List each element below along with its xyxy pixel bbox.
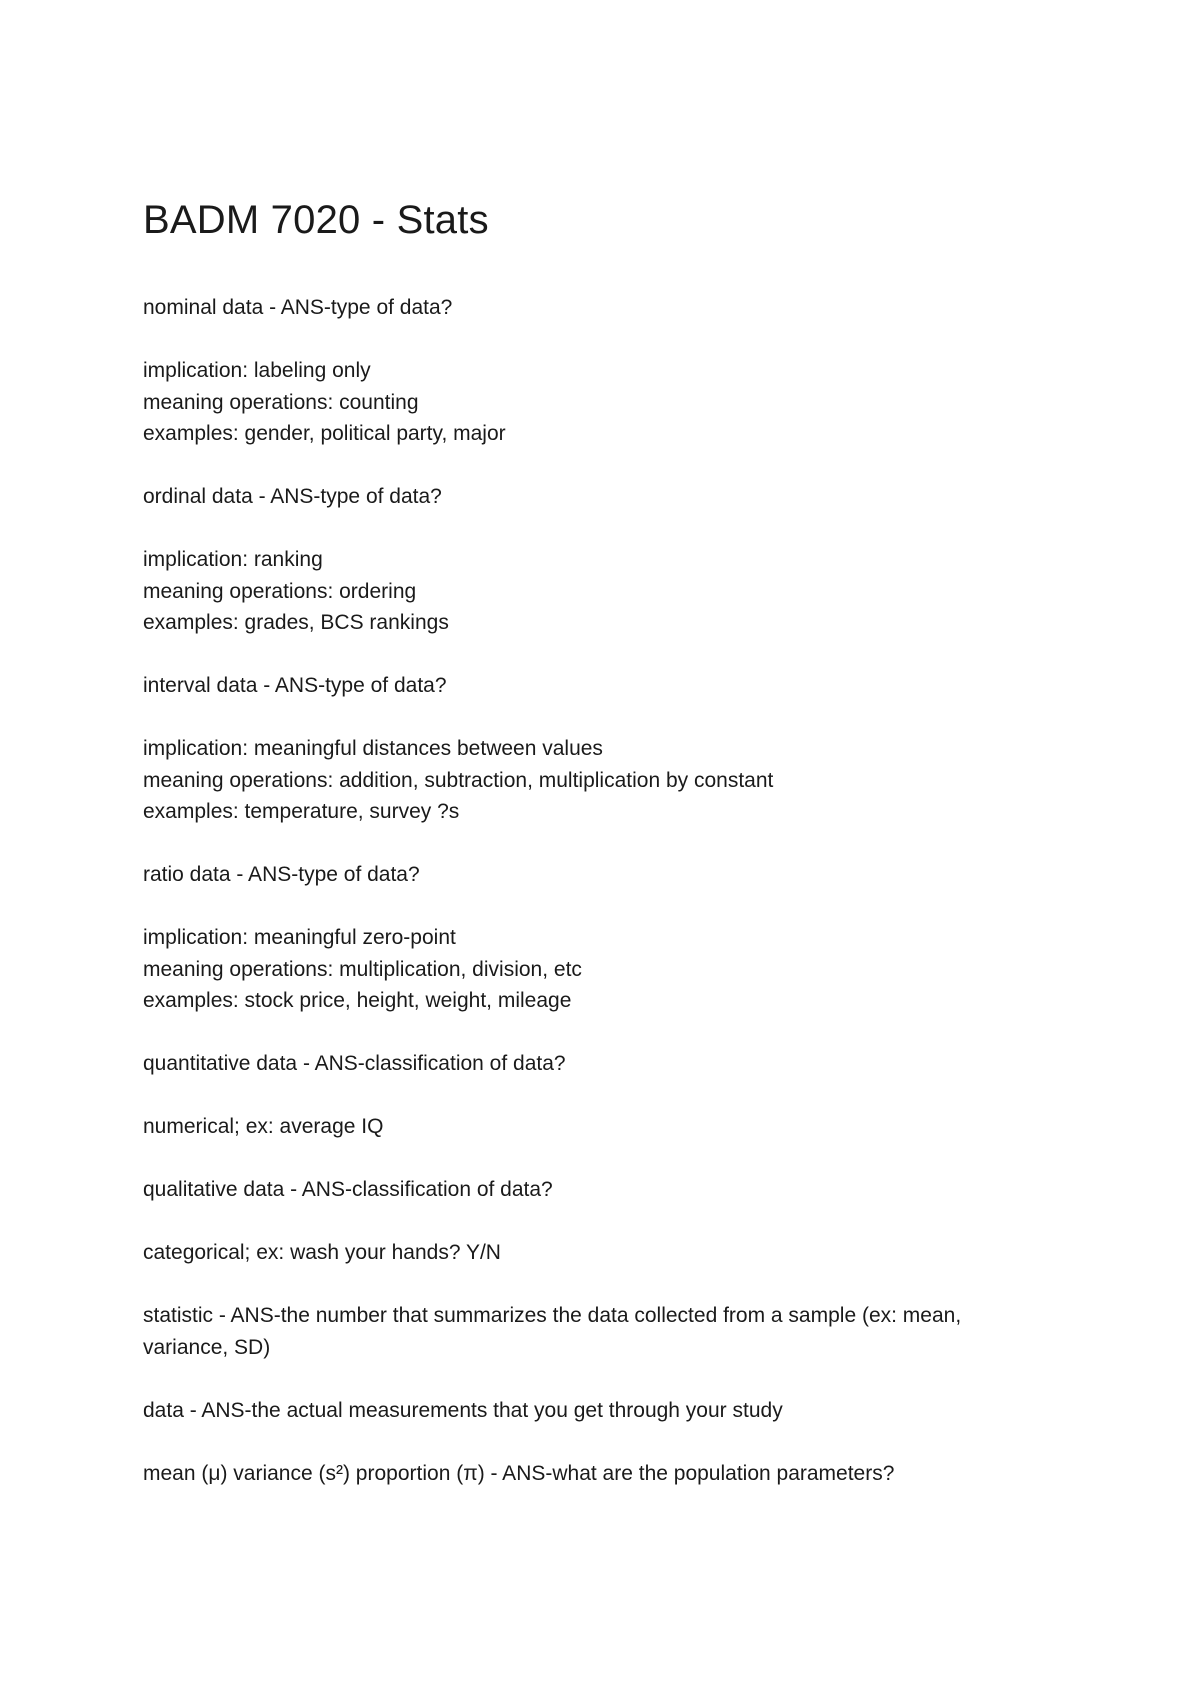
question-text: qualitative data - ANS-classification of data? [143, 1178, 553, 1201]
flashcard-ordinal-data [143, 481, 1043, 639]
document-page [143, 196, 1043, 1521]
answer-line: implication: labeling only [143, 359, 371, 382]
answer-line: examples: temperature, survey ?s [143, 800, 460, 823]
flashcard-ratio-data [143, 859, 1043, 1017]
flashcard-list [143, 292, 1043, 1489]
flashcard-text: statistic - ANS-the number that summarizes the data collected from a sample (ex: mean, variance, SD) [143, 1304, 962, 1359]
answer-line: numerical; ex: average IQ [143, 1115, 384, 1138]
answer-line: examples: stock price, height, weight, mileage [143, 989, 572, 1012]
answer-line: categorical; ex: wash your hands? Y/N [143, 1241, 501, 1264]
flashcard-data [143, 1395, 1043, 1427]
flashcard-quantitative-data [143, 1048, 1043, 1143]
flashcard-text: mean (μ) variance (s²) proportion (π) - ANS-what are the population parameters? [143, 1461, 895, 1485]
answer-line: implication: meaningful distances between values [143, 737, 603, 760]
answer-line: examples: grades, BCS rankings [143, 611, 449, 634]
answer-line: meaning operations: counting [143, 390, 419, 414]
answer-line: examples: gender, political party, major [143, 422, 506, 445]
flashcard-interval-data [143, 670, 1043, 828]
answer-line: meaning operations: multiplication, division, etc [143, 957, 582, 981]
flashcard-nominal-data [143, 292, 1043, 450]
answer-line: meaning operations: addition, subtraction, multiplication by constant [143, 768, 774, 792]
answer-line: implication: ranking [143, 548, 323, 571]
question-text: quantitative data - ANS-classification of data? [143, 1052, 566, 1075]
flashcard-statistic [143, 1300, 1043, 1363]
document-title: BADM 7020 - Stats [143, 198, 489, 242]
question-text: ratio data - ANS-type of data? [143, 863, 420, 886]
question-text: interval data - ANS-type of data? [143, 674, 447, 697]
question-text: ordinal data - ANS-type of data? [143, 485, 442, 508]
question-text: nominal data - ANS-type of data? [143, 296, 453, 319]
flashcard-population-parameters [143, 1458, 1043, 1490]
answer-line: meaning operations: ordering [143, 579, 417, 603]
flashcard-text: data - ANS-the actual measurements that you get through your study [143, 1398, 783, 1422]
answer-line: implication: meaningful zero-point [143, 926, 456, 949]
flashcard-qualitative-data [143, 1174, 1043, 1269]
